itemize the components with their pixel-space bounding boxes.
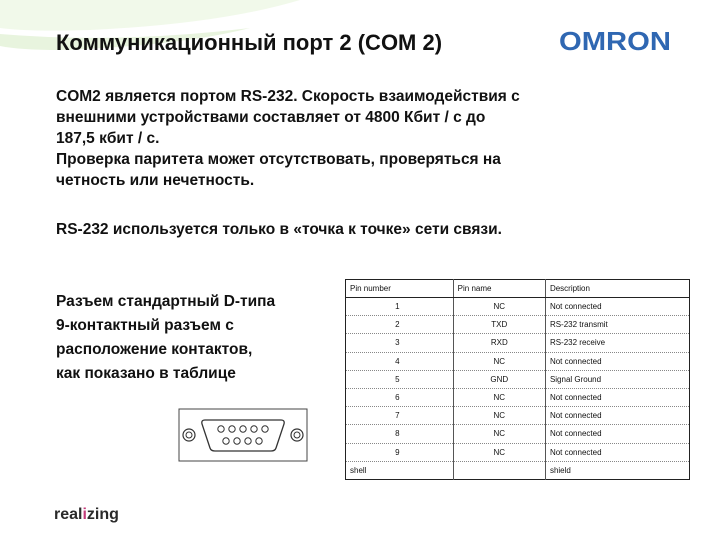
table-row — [346, 316, 690, 334]
pin-name: NC — [453, 425, 545, 443]
pin-description: RS-232 receive — [545, 334, 689, 352]
pin-description: Not connected — [545, 388, 689, 406]
pin-number: 7 — [346, 407, 454, 425]
column-header: Description — [545, 280, 689, 298]
pin-name: NC — [453, 352, 545, 370]
page-title: Коммуникационный порт 2 (COM 2) — [56, 30, 443, 55]
table-row — [346, 334, 690, 352]
text-line: Разъем стандартный D-типа — [56, 293, 276, 310]
pin-number: 2 — [346, 316, 454, 334]
text-line: 187,5 кбит / с. — [56, 130, 160, 147]
text-line: четность или нечетность. — [56, 172, 255, 189]
pin-table — [345, 279, 690, 480]
pin-description: Signal Ground — [545, 370, 689, 388]
pin-description: shield — [545, 461, 689, 479]
pin-number: 4 — [346, 352, 454, 370]
table-row — [346, 443, 690, 461]
pin-name: RXD — [453, 334, 545, 352]
table-row — [346, 298, 690, 316]
text-line: внешними устройствами составляет от 4800 Кбит / с до — [56, 109, 486, 126]
pin-number: 8 — [346, 425, 454, 443]
omron-logo-text: OMRON — [559, 28, 671, 54]
pin-name: TXD — [453, 316, 545, 334]
realizing-logo — [54, 506, 119, 524]
connector-description — [56, 290, 326, 386]
pin-name: NC — [453, 298, 545, 316]
table-row — [346, 388, 690, 406]
omron-logo — [558, 28, 673, 54]
pin-number: 5 — [346, 370, 454, 388]
db9-connector-icon — [178, 408, 308, 462]
rs232-usage-text: RS-232 используется только в «точка к точке» сети связи. — [56, 221, 502, 238]
text-line: как показано в таблице — [56, 365, 236, 382]
text-line: расположение контактов, — [56, 341, 253, 358]
column-header: Pin number — [346, 280, 454, 298]
pin-description: Not connected — [545, 352, 689, 370]
pin-description: RS-232 transmit — [545, 316, 689, 334]
pin-name: NC — [453, 388, 545, 406]
brand-part: zing — [86, 506, 119, 523]
table-row — [346, 425, 690, 443]
pin-name — [453, 461, 545, 479]
pin-name: GND — [453, 370, 545, 388]
description-paragraph — [56, 86, 596, 191]
table-row — [346, 461, 690, 479]
table-header-row — [346, 280, 690, 298]
pin-description: Not connected — [545, 425, 689, 443]
text-line: COM2 является портом RS-232. Скорость взаимодействия с — [56, 88, 520, 105]
brand-part-accent: i — [82, 506, 87, 523]
pin-description: Not connected — [545, 443, 689, 461]
table-row — [346, 352, 690, 370]
table-row — [346, 407, 690, 425]
pin-name: NC — [453, 407, 545, 425]
pin-number: shell — [350, 465, 367, 475]
pin-number: 9 — [346, 443, 454, 461]
column-header: Pin name — [453, 280, 545, 298]
table-row — [346, 370, 690, 388]
pin-number: 1 — [346, 298, 454, 316]
pin-number: 3 — [346, 334, 454, 352]
brand-part: real — [54, 506, 83, 523]
pin-name: NC — [453, 443, 545, 461]
text-line: 9-контактный разъем с — [56, 317, 234, 334]
text-line: Проверка паритета может отсутствовать, проверяться на — [56, 151, 501, 168]
pin-description: Not connected — [545, 407, 689, 425]
pin-description: Not connected — [545, 298, 689, 316]
pin-number: 6 — [346, 388, 454, 406]
